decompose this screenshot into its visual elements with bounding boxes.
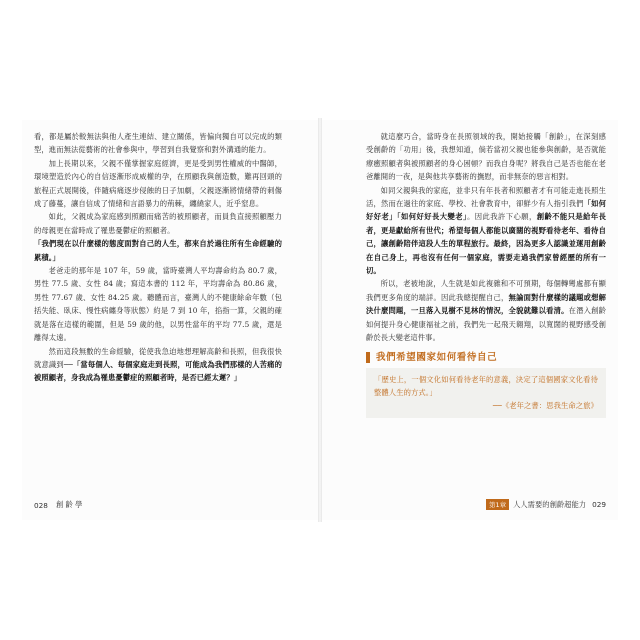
left-p6-emphasis: 「當每個人、每個家庭走到長照，可能成為我們那樣的人苦痛的被照顧者，身我成為罹患憂鬱症的照顧者時，是否已經太遲？」: [34, 359, 282, 383]
right-paragraph-3: [366, 277, 606, 344]
right-p3-text-a: 所以，老被地說，人生就是如此複雜和不可預期，每個轉彎處都有顯我們更多角度的端詳。因此我總提醒自己，: [366, 279, 606, 302]
quote-box: [366, 368, 606, 418]
right-p3-emphasis: 無論面對什麼樣的議題或想解決什麼問題，一旦落入見樹不見林的情況，全貌就難以看清。: [366, 292, 606, 316]
left-p4-emphasis: 「我們現在以什麼樣的態度面對自己的人生，都來自於過往所有生命經驗的累積。」: [34, 239, 282, 262]
right-p2-emphasis-a: 「如何好好老」「如何好好長大變老」: [366, 199, 606, 222]
left-paragraph-1: [34, 130, 282, 157]
right-p2-emphasis-b: 創齡不能只是給年長者，更是獻給所有世代；希望每個人都能以廣闊的視野看待老年、看待自己，讓創齡陪伴這段人生的單程旅行。最終，因為更多人認識並運用創齡在自己身上，再也沒有任何一個家庭，需要走過我們家曾經歷的所有一切。: [366, 212, 607, 276]
left-page-body: [34, 130, 282, 385]
left-paragraph-3: [34, 210, 282, 237]
running-head-chapter-title: 人人需要的創齡超能力: [513, 499, 587, 509]
right-p3-text-b: 在潛入創齡如何提升身心健康福祉之前，我們先一起飛天翱翔，以寬闊的視野感受創齡於長大變老這件事。: [366, 306, 607, 343]
right-p2-text-b: 。因此我許下心願，: [467, 212, 537, 222]
quote-text: 「歷史上，一個文化如何看待老年的意義，決定了這個國家文化看待整體人生的方式。」: [374, 374, 598, 397]
left-p1-text: 看，都是屬於較無法與他人產生連結、建立關係，皆偏向獨自可以完成的類型，進而無法從藝術的社會參與中，學習到自我覺察和對外溝通的能力。: [34, 132, 282, 155]
left-paragraph-4: [34, 237, 282, 264]
chapter-tag: 第1章: [486, 499, 509, 510]
left-p2-text: 加上長期以來，父親不僅掌握家庭經濟，更是受到男性權威的中醫師，環境塑造於內心的自信逐漸形成威權的孕，在照顧我與創造數，難再回頭的旅程正式展開後，伴隨病痛逐步侵蝕的日子加劇，父親逐漸將情緒帶的刺傷成了藤蔓，讓自信成了情緒和言語暴力的荊棘，纏繞家人，近乎窒息。: [34, 158, 282, 209]
right-p1-text: 就這麼巧合，當時身在長照領域的我，開始接觸「創齡」，在深刻感受創齡的「功用」後，我想知道，倘若當初父親也能參與創齡，是否就能療癒照顧者與被照顧者的身心困頓？而我自身呢？將我自己是否也能在老爸離開的一夜，是與他共享藝術的撫慰，而非無奈的惡言相對。: [366, 132, 606, 182]
left-p6-text: 然而這段無數的生命經驗，從使我急迫地想理解高齡和長照，但我很快就意識到──: [34, 346, 282, 369]
left-paragraph-2: [34, 157, 282, 211]
running-head-book-title: 創 齡 學: [55, 500, 83, 509]
section-heading: [366, 351, 606, 364]
right-page-body: [366, 130, 606, 418]
left-page-number: 028: [34, 500, 48, 510]
right-p2-text-a: 如同父親與我的家庭，並非只有年長者和照顧者才有可能走進長照生活，然而在過往的家庭、學校、社會教育中，卻鮮少有人指引我們: [366, 185, 606, 209]
left-paragraph-5: [34, 264, 282, 344]
section-heading-text: 我們希望國家如何看待自己: [376, 351, 498, 363]
left-page-footer: [34, 500, 82, 510]
left-paragraph-6: [34, 345, 282, 385]
right-paragraph-2: [366, 184, 606, 278]
right-page-footer: [486, 499, 606, 510]
section-heading-bar: [366, 352, 370, 363]
left-p3-text: 如此，父親成為家庭感到照顧而痛苦的被照顧者，而員負直接照顧壓力的母親更在當時成了罹患憂鬱症的照顧者。: [34, 212, 282, 235]
left-p5-text: 老爸走的那年是 107 年，59 歲，當時臺灣人平均壽命約為 80.7 歲，男性 77.5 歲、女性 84 歲；寫這本書的 112 年，平均壽命為 80.86 歲，男性 77.67 歲、女性 84.25 歲。聽體而言，臺灣人的不健康餘命年數（包括失能、臥床、慢性病纏身等狀態）約是 7 到 10 年，掐指一算，父親的確就是落在這樣的範圍，但是 59 歲的他，以男性當年的平均 77.5 歲，還是離得太遠。: [34, 266, 282, 343]
left-page: [22, 120, 318, 520]
right-paragraph-1: [366, 130, 606, 184]
right-page: [322, 120, 618, 520]
right-page-number: 029: [592, 500, 606, 509]
quote-source: ──《老年之書：思我生命之旅》: [492, 400, 598, 410]
